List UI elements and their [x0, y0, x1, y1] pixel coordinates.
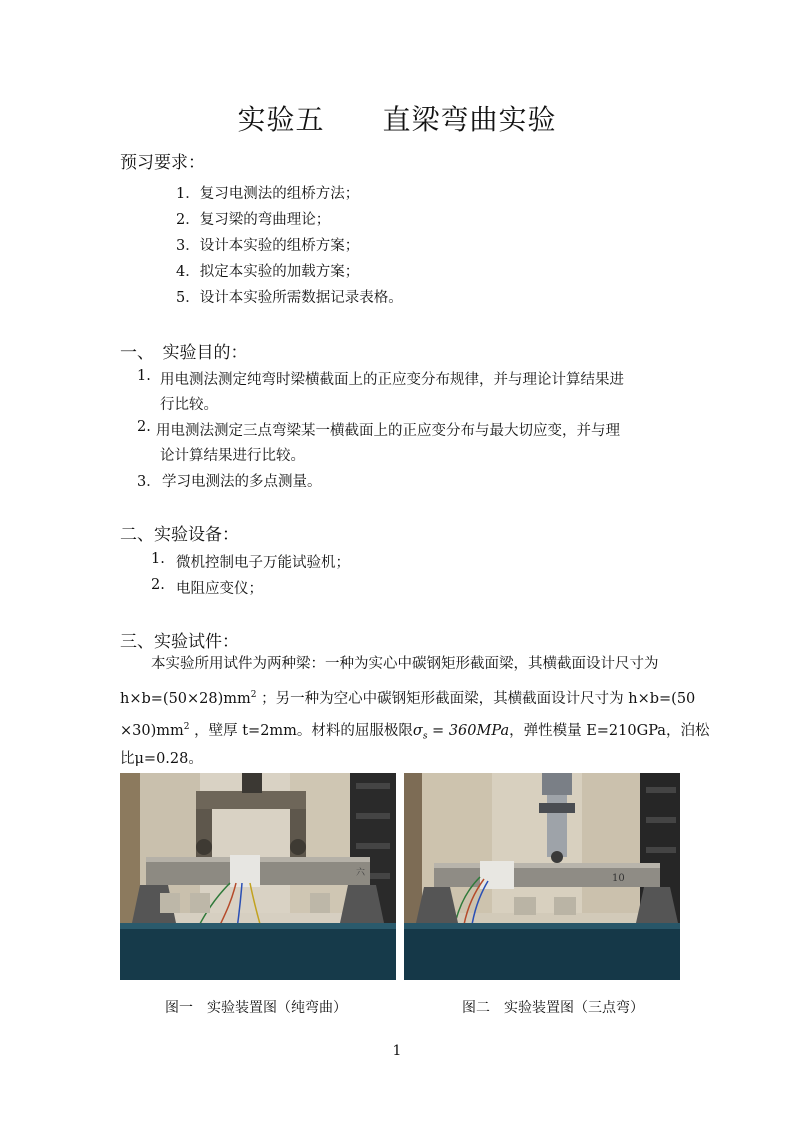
preview-item: 1．复习电测法的组桥方法； — [176, 186, 360, 202]
purpose-item-text: 用电测法测定纯弯时梁横截面上的正应变分布规律，并与理论计算结果进 — [160, 372, 624, 388]
purpose-heading: 一、 实验目的： — [120, 343, 248, 363]
page-title — [0, 98, 794, 138]
equipment-item-text: 微机控制电子万能试验机； — [176, 555, 350, 571]
purpose-item-number: 3． — [137, 474, 161, 490]
yield-stress-symbol: σ — [412, 722, 423, 739]
purpose-item-text: 学习电测法的多点测量。 — [162, 474, 322, 490]
specimen-paragraph-line: 本实验所用试件为两种梁：一种为实心中碳钢矩形截面梁，其横截面设计尺寸为 — [151, 656, 659, 672]
figure-pure-bending-photo — [120, 773, 396, 980]
beam-mark-label: 10 — [612, 873, 625, 884]
preview-item: 2．复习梁的弯曲理论； — [176, 212, 331, 228]
equipment-item-number: 2. — [151, 577, 165, 593]
specimen-paragraph-line: $\times 30)mm^2$ ，壁厚 t=2mm。材料的屈服极限$\sigma_s = 360MPa$，弹性模量 E=210GPa，泊松 — [120, 722, 710, 742]
yield-stress-value: = 360MPa — [427, 722, 510, 739]
preview-item: 5．设计本实验所需数据记录表格。 — [176, 290, 403, 306]
purpose-item-number: 1. — [137, 368, 151, 384]
purpose-item-text: 用电测法测定三点弯梁某一横截面上的正应变分布与最大切应变，并与理 — [156, 423, 620, 439]
purpose-item-text-cont: 行比较。 — [160, 397, 218, 413]
equipment-item-number: 1. — [151, 551, 165, 567]
specimen-heading: 三、实验试件： — [120, 632, 239, 652]
figure-three-point-bending-photo — [404, 773, 680, 980]
purpose-item-number: 2. — [137, 419, 151, 435]
preview-heading: 预习要求： — [120, 153, 205, 173]
page-number: 1 — [392, 1043, 402, 1059]
equipment-heading: 二、实验设备： — [120, 525, 239, 545]
title-experiment-name: 直梁弯曲实验 — [382, 103, 557, 136]
specimen-paragraph-line: $h\times b=(50\times 28)mm^2$ ；另一种为空心中碳钢矩形截面梁，其横截面设计尺寸为 h×b=(50 — [120, 690, 696, 707]
specimen-paragraph-line: 比μ=0.28。 — [120, 751, 203, 767]
beam-mark-label: 六 — [356, 868, 366, 878]
title-experiment-number: 实验五 — [237, 103, 325, 136]
figure-caption: 图一 实验装置图（纯弯曲） — [165, 1000, 347, 1016]
preview-item: 3．设计本实验的组桥方案； — [176, 238, 360, 254]
figure-caption: 图二 实验装置图（三点弯） — [462, 1000, 644, 1016]
preview-item: 4．拟定本实验的加载方案； — [176, 264, 360, 280]
purpose-item-text-cont: 论计算结果进行比较。 — [160, 448, 305, 464]
equipment-item-text: 电阻应变仪； — [176, 581, 263, 597]
